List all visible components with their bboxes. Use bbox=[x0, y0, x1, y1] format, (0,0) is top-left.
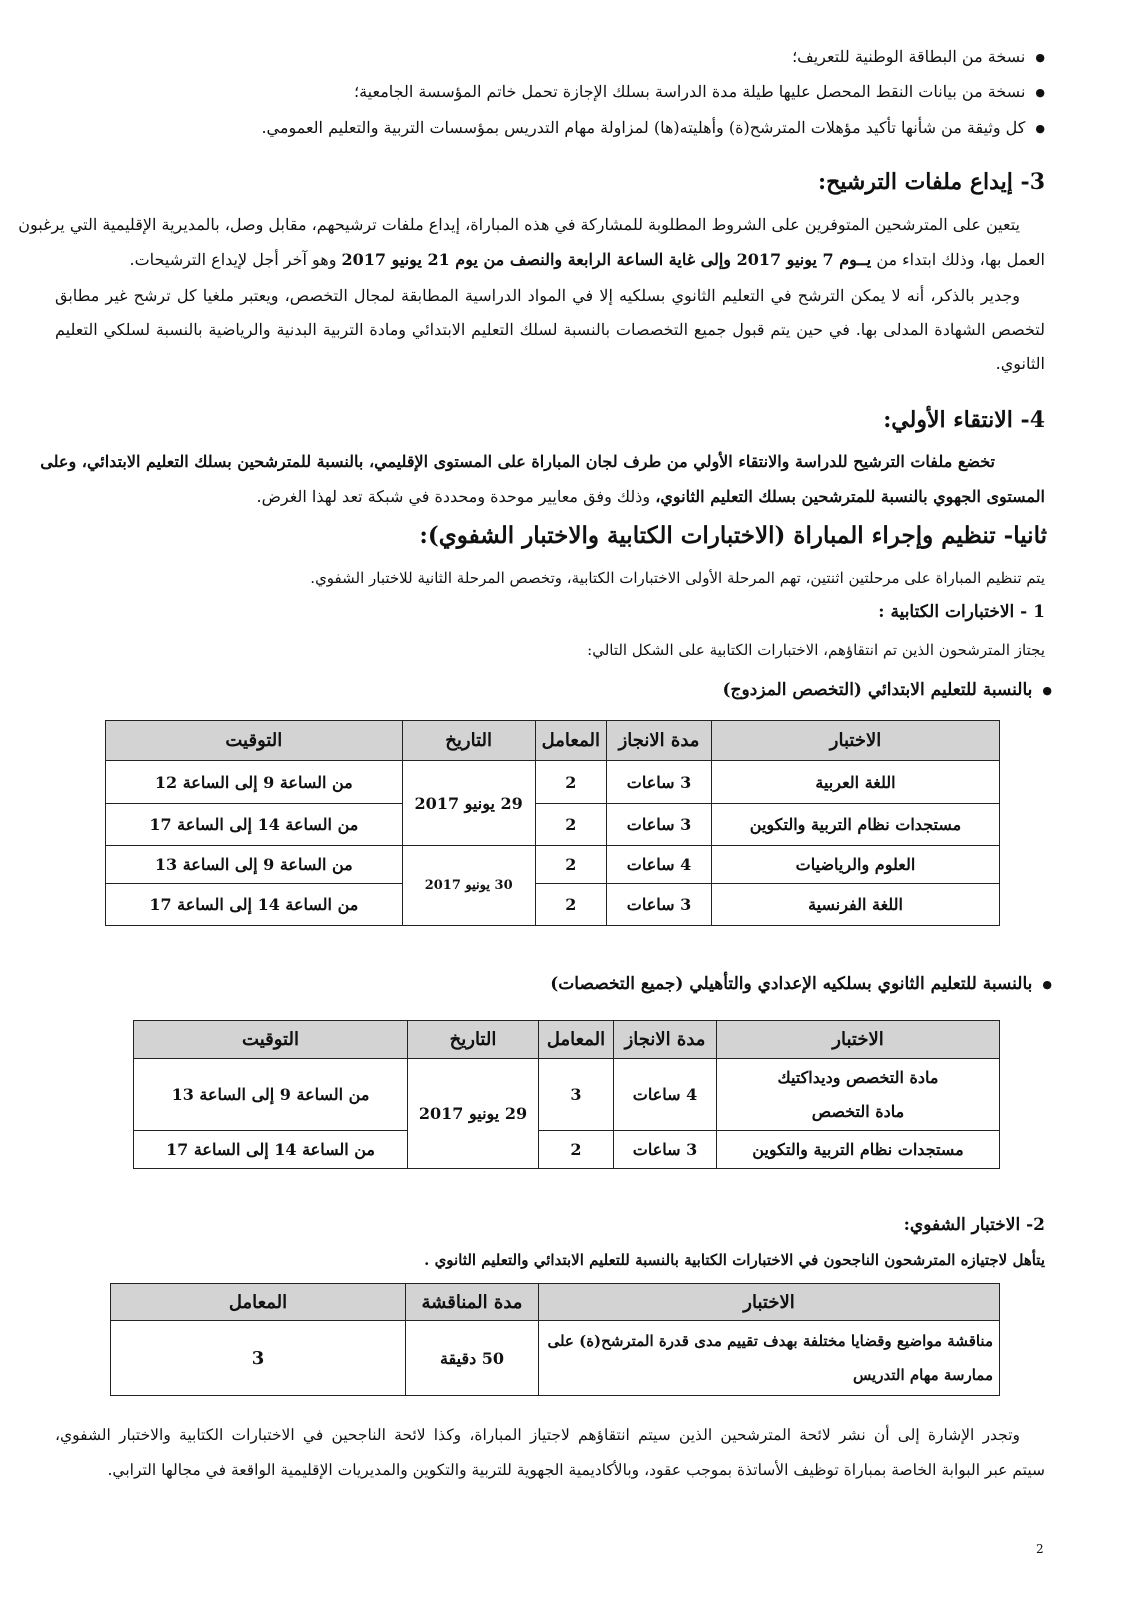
header-coef: المعامل bbox=[535, 721, 606, 761]
paragraph-line: يجتاز المترشحون الذين تم انتقاؤهم، الاختبارات الكتابية على الشكل التالي: bbox=[587, 641, 1045, 659]
table-row bbox=[106, 761, 1000, 804]
header-duration: مدة الانجاز bbox=[614, 1021, 717, 1059]
header-time: التوقيت bbox=[134, 1021, 408, 1059]
cell-duration: 3 ساعات bbox=[607, 804, 712, 846]
paragraph-line: تخضع ملفات الترشيح للدراسة والانتقاء الأولي من طرف لجان المباراة على المستوى الإقليمي، بالنسبة للمترشحين بسلك التعليم الابتدائي، وعلى bbox=[40, 452, 995, 471]
cell-date: 29 يونيو 2017 bbox=[408, 1059, 539, 1169]
cell-time: من الساعة 14 إلى الساعة 17 bbox=[106, 804, 403, 846]
written-tests-title: 1 - الاختبارات الكتابية : bbox=[878, 602, 1045, 622]
oral-test-table bbox=[110, 1283, 1000, 1396]
text: العمل بها، وذلك ابتداء من bbox=[871, 250, 1045, 269]
cell-coef: 3 bbox=[539, 1059, 614, 1131]
table-row bbox=[111, 1321, 1000, 1396]
header-date: التاريخ bbox=[402, 721, 535, 761]
paragraph-line: سيتم عبر البوابة الخاصة بمباراة توظيف الأساتذة بموجب عقود، وبالأكاديمية الجهوية للتربية والتكوين والمديريات الإقليمية الواقعة في مجالها الترابي. bbox=[107, 1461, 1045, 1479]
bullet-item: ● كل وثيقة من شأنها تأكيد مؤهلات المترشح(ة) وأهليته(ها) لمزاولة مهام التدريس بمؤسسات التربية والتعليم العمومي. bbox=[55, 116, 1045, 141]
table-row bbox=[106, 804, 1000, 846]
cell-date: 29 يونيو 2017 bbox=[402, 761, 535, 846]
primary-tests-table bbox=[105, 720, 1000, 926]
part-2-title: ثانيا- تنظيم وإجراء المباراة (الاختبارات الكتابية والاختبار الشفوي): bbox=[419, 522, 1047, 549]
cell-duration: 4 ساعات bbox=[614, 1059, 717, 1131]
table-row bbox=[134, 1131, 1000, 1169]
cell-coef: 2 bbox=[535, 761, 606, 804]
cell-test bbox=[539, 1321, 1000, 1396]
secondary-tests-table bbox=[133, 1020, 1000, 1169]
cell-date: 30 يونيو 2017 bbox=[402, 846, 535, 926]
cell-test: اللغة الفرنسية bbox=[712, 884, 1000, 926]
section-3-title: 3- إيداع ملفات الترشيح: bbox=[817, 169, 1045, 195]
text: مادة التخصص bbox=[811, 1101, 905, 1121]
cell-time: من الساعة 14 إلى الساعة 17 bbox=[106, 884, 403, 926]
cell-duration: 4 ساعات bbox=[607, 846, 712, 884]
paragraph-line: وجدير بالذكر، أنه لا يمكن الترشح في التعليم الثانوي بسلكيه إلا في المواد الدراسية المطابقة لمجال التخصص، ويعتبر ملغيا كل ترشح غير مطابق bbox=[55, 286, 1020, 305]
paragraph-line: يتأهل لاجتيازه المترشحون الناجحون في الاختبارات الكتابية بالنسبة للتعليم الابتدائي والتعليم الثانوي . bbox=[424, 1251, 1045, 1269]
primary-label: ● بالنسبة للتعليم الابتدائي (التخصص المزدوج) bbox=[55, 678, 1052, 703]
cell-coef: 2 bbox=[535, 804, 606, 846]
header-discussion: مدة المناقشة bbox=[406, 1284, 539, 1321]
text: وذلك وفق معايير موحدة ومحددة في شبكة تعد لهذا الغرض. bbox=[256, 487, 656, 506]
cell-time: من الساعة 9 إلى الساعة 13 bbox=[106, 846, 403, 884]
paragraph-line: الثانوي. bbox=[995, 354, 1045, 373]
cell-test: العلوم والرياضيات bbox=[712, 846, 1000, 884]
header-test: الاختبار bbox=[539, 1284, 1000, 1321]
cell-duration: 3 ساعات bbox=[607, 884, 712, 926]
text: مناقشة مواضيع وقضايا مختلفة بهدف تقييم مدى قدرة المترشح(ة) على bbox=[547, 1332, 993, 1350]
text: وهو آخر أجل لإيداع الترشيحات. bbox=[129, 250, 342, 269]
page-number: 2 bbox=[1036, 1542, 1044, 1556]
header-coef: المعامل bbox=[539, 1021, 614, 1059]
cell-coef: 2 bbox=[535, 884, 606, 926]
header-duration: مدة الانجاز bbox=[607, 721, 712, 761]
paragraph-line: يتم تنظيم المباراة على مرحلتين اثنتين، تهم المرحلة الأولى الاختبارات الكتابية، وتخصص المرحلة الثانية للاختبار الشفوي. bbox=[310, 569, 1045, 587]
cell-duration: 3 ساعات bbox=[607, 761, 712, 804]
table-row bbox=[106, 846, 1000, 884]
header-test: الاختبار bbox=[717, 1021, 1000, 1059]
cell-time: من الساعة 9 إلى الساعة 12 bbox=[106, 761, 403, 804]
header-coef: المعامل bbox=[111, 1284, 406, 1321]
cell-coef: 2 bbox=[539, 1131, 614, 1169]
paragraph-line: يتعين على المترشحين المتوفرين على الشروط المطلوبة للمشاركة في هذه المباراة، إيداع ملفات ترشيحهم، مقابل وصل، بالمديرية الإقليمية التي يرغبون bbox=[18, 215, 1020, 234]
cell-time: من الساعة 14 إلى الساعة 17 bbox=[134, 1131, 408, 1169]
header-test: الاختبار bbox=[712, 721, 1000, 761]
cell-duration: 50 دقيقة bbox=[406, 1321, 539, 1396]
text: ممارسة مهام التدريس bbox=[852, 1366, 993, 1384]
cell-coef: 3 bbox=[111, 1321, 406, 1396]
paragraph-line bbox=[55, 248, 1045, 272]
cell-duration: 3 ساعات bbox=[614, 1131, 717, 1169]
header-date: التاريخ bbox=[408, 1021, 539, 1059]
paragraph-line: لتخصص الشهادة المدلى بها. في حين يتم قبول جميع التخصصات بالنسبة لسلك التعليم الابتدائي ومادة التربية البدنية والرياضية بالنسبة لسلكي التعليم bbox=[55, 320, 1045, 339]
table-header bbox=[106, 721, 1000, 761]
bullet-item: ● نسخة من البطاقة الوطنية للتعريف؛ bbox=[55, 45, 1045, 70]
text: مادة التخصص وديداكتيك bbox=[777, 1067, 939, 1087]
text: المستوى الجهوي بالنسبة للمترشحين بسلك التعليم الثانوي، bbox=[655, 487, 1045, 506]
secondary-label: ● بالنسبة للتعليم الثانوي بسلكيه الإعدادي والتأهيلي (جميع التخصصات) bbox=[55, 972, 1052, 997]
table-header bbox=[134, 1021, 1000, 1059]
bullet-item: ● نسخة من بيانات النقط المحصل عليها طيلة مدة الدراسة بسلك الإجازة تحمل خاتم المؤسسة الجامعية؛ bbox=[55, 80, 1045, 105]
table-row bbox=[106, 884, 1000, 926]
section-4-title: 4- الانتقاء الأولي: bbox=[883, 407, 1045, 433]
cell-test: مستجدات نظام التربية والتكوين bbox=[712, 804, 1000, 846]
deadline-text: يــوم 7 يونيو 2017 وإلى غاية الساعة الرابعة والنصف من يوم 21 يونيو 2017 bbox=[341, 250, 872, 269]
header-time: التوقيت bbox=[106, 721, 403, 761]
cell-test: اللغة العربية bbox=[712, 761, 1000, 804]
table-row bbox=[134, 1059, 1000, 1131]
table-header bbox=[111, 1284, 1000, 1321]
cell-test: مستجدات نظام التربية والتكوين bbox=[717, 1131, 1000, 1169]
paragraph-line bbox=[55, 485, 1045, 509]
oral-test-title: 2- الاختبار الشفوي: bbox=[903, 1215, 1045, 1235]
cell-time: من الساعة 9 إلى الساعة 13 bbox=[134, 1059, 408, 1131]
paragraph-line: وتجدر الإشارة إلى أن نشر لائحة المترشحين الذين سيتم انتقاؤهم لاجتياز المباراة، وكذا لائحة الناجحين في الاختبارات الكتابية والاختبار الشفوي، bbox=[55, 1426, 1020, 1444]
cell-test bbox=[717, 1059, 1000, 1131]
cell-coef: 2 bbox=[535, 846, 606, 884]
